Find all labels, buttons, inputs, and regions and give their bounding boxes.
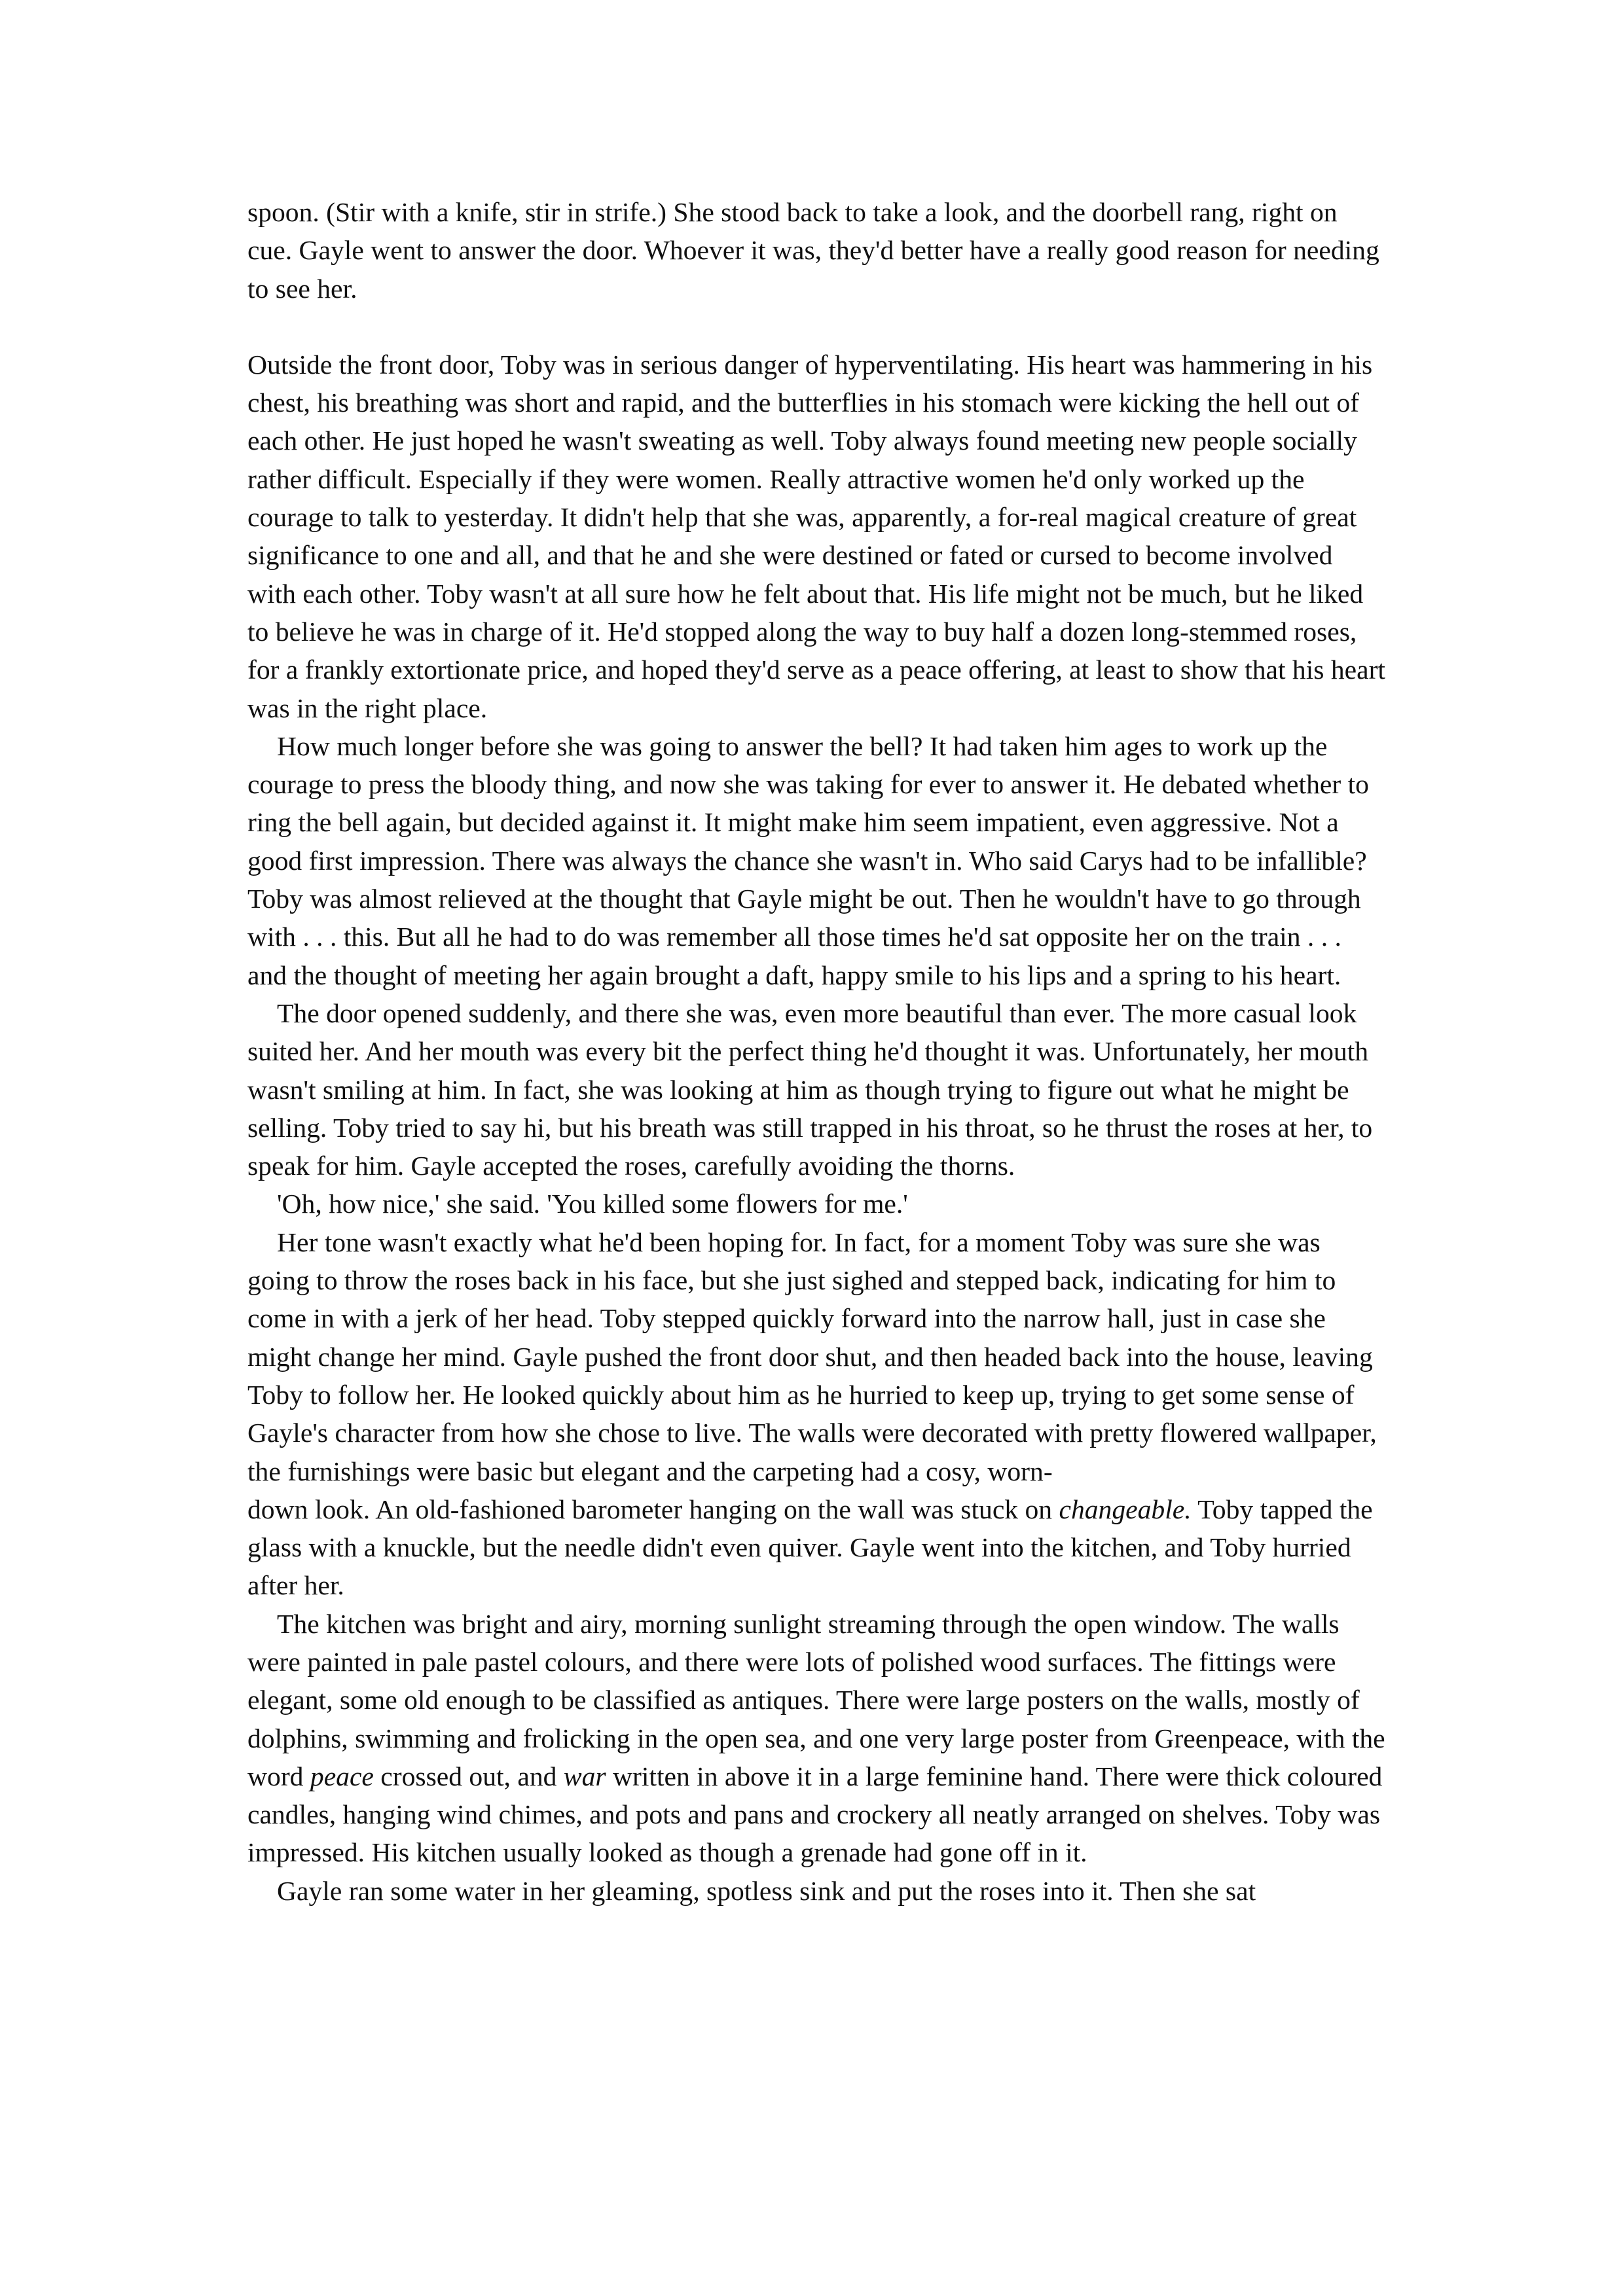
- book-page-text: [247, 193, 1385, 1910]
- paragraph-text: How much longer before she was going to answer the bell? It had taken him ages to work up the courage to press the bloody thing, and now she was taking for ever to answer it. He debated whether to ring the bell again, but decided against it. It might make him seem impatient, even aggressive. Not a good first impression. There was always the chance she wasn't in. Who said Carys had to be infallible? Toby was almost relieved at the thought that Gayle might be out. Then he wouldn't have to go through with . . . this. But all he had to do was remember all those times he'd sat opposite her on the train . . . and the thought of meeting her again brought a daft, happy smile to his lips and a spring to his heart.: [247, 730, 1369, 990]
- paragraph-text: Toby tapped the glass with a knuckle, but the needle didn't even quiver. Gayle went into the kitchen, and Toby hurried after her.: [247, 1494, 1373, 1601]
- paragraph-text: 'Oh, how nice,' she said. 'You killed some flowers for me.': [277, 1189, 908, 1219]
- paragraph-spoon: [247, 193, 1385, 308]
- paragraph-her-tone: [247, 1223, 1385, 1490]
- paragraph-sink: [247, 1872, 1385, 1910]
- paragraph-outside-front-door: [247, 346, 1385, 727]
- italic-word-peace: peace: [310, 1761, 374, 1791]
- paragraph-door-opened: [247, 994, 1385, 1185]
- paragraph-text: Outside the front door, Toby was in serious danger of hyperventilating. His heart was hammering in his chest, his breathing was short and rapid, and the butterflies in his stomach were kicking the hell out of each other. He just hoped he wasn't sweating as well. Toby always found meeting new people socially rather difficult. Especially if they were women. Really attractive women he'd only worked up the courage to talk to yesterday. It didn't help that she was, apparently, a for-real magical creature of great significance to one and all, and that he and she were destined or fated or cursed to become involved with each other. Toby wasn't at all sure how he felt about that. His life might not be much, but he liked to believe he was in charge of it. He'd stopped along the way to buy half a dozen long-stemmed roses, for a frankly extortionate price, and hoped they'd serve as a peace offering, at least to show that his heart was in the right place.: [247, 349, 1385, 723]
- italic-word-changeable: changeable.: [1059, 1494, 1192, 1524]
- paragraph-kitchen: [247, 1605, 1385, 1872]
- paragraph-answer-the-bell: [247, 727, 1385, 994]
- paragraph-text: Gayle ran some water in her gleaming, spotless sink and put the roses into it. Then she sat: [277, 1875, 1256, 1906]
- paragraph-text: crossed out, and: [373, 1761, 564, 1791]
- paragraph-text: The kitchen was bright and airy, morning sunlight streaming through the open window. The walls were painted in pale pastel colours, and there were lots of polished wood surfaces. The fittings were elegant, some old enough to be classified as antiques. There were large posters on the walls, mostly of dolphins, swimming and frolicking in the open sea, and one very large poster from Greenpeace, with the word: [247, 1608, 1385, 1791]
- paragraph-text: down look. An old-fashioned barometer hanging on the wall was stuck on: [247, 1494, 1059, 1524]
- paragraph-barometer: [247, 1490, 1385, 1605]
- paragraph-text: spoon. (Stir with a knife, stir in strife.) She stood back to take a look, and the doorbell rang, right on cue. Gayle went to answer the door. Whoever it was, they'd better have a really good reason for needing to see her.: [247, 197, 1379, 304]
- paragraph-text: The door opened suddenly, and there she was, even more beautiful than ever. The more casual look suited her. And her mouth was every bit the perfect thing he'd thought it was. Unfortunately, her mouth wasn't smiling at him. In fact, she was looking at him as though trying to figure out what he might be selling. Toby tried to say hi, but his breath was still trapped in his throat, so he thrust the roses at her, to speak for him. Gayle accepted the roses, carefully avoiding the thorns.: [247, 997, 1373, 1181]
- italic-word-war: war: [563, 1761, 606, 1791]
- paragraph-text: written in above it in a large feminine hand. There were thick coloured candles, hanging wind chimes, and pots and pans and crockery all neatly arranged on shelves. Toby was impressed. His kitchen usually looked as though a grenade had gone off in it.: [247, 1761, 1383, 1868]
- paragraph-dialogue: [247, 1185, 1385, 1223]
- paragraph-text: Her tone wasn't exactly what he'd been hoping for. In fact, for a moment Toby was sure she was going to throw the roses back in his face, but she just sighed and stepped back, indicating for him to come in with a jerk of her head. Toby stepped quickly forward into the narrow hall, just in case she might change her mind. Gayle pushed the front door shut, and then headed back into the house, leaving Toby to follow her. He looked quickly about him as he hurried to keep up, trying to get some sense of Gayle's character from how she chose to live. The walls were decorated with pretty flowered wallpaper, the furnishings were basic but elegant and the carpeting had a cosy, worn-: [247, 1227, 1377, 1486]
